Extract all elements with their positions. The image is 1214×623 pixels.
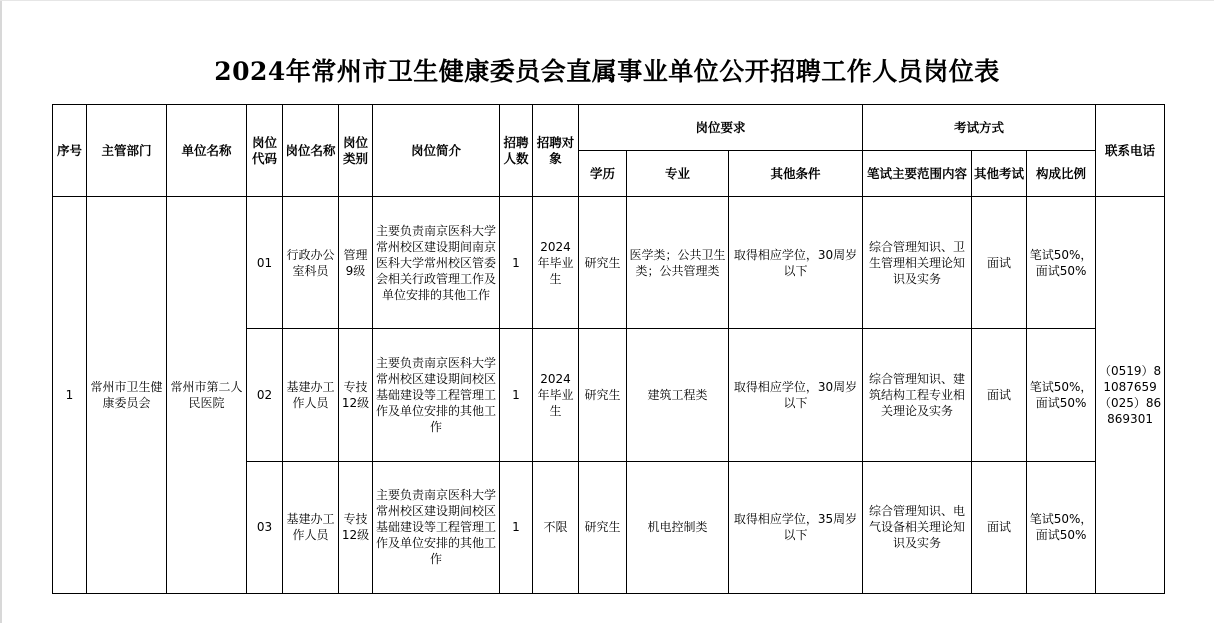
header-row-top	[53, 105, 1165, 151]
cell-code: 01	[247, 197, 283, 329]
cell-major: 机电控制类	[627, 461, 729, 593]
header-unit: 单位名称	[167, 105, 247, 197]
header-dept: 主管部门	[87, 105, 167, 197]
header-major: 专业	[627, 151, 729, 197]
cell-intro: 主要负责南京医科大学常州校区建设期间校区基础建设等工程管理工作及单位安排的其他工作	[373, 329, 500, 461]
cell-target: 不限	[533, 461, 579, 593]
cell-other-exam: 面试	[972, 461, 1027, 593]
cell-intro: 主要负责南京医科大学常州校区建设期间校区基础建设等工程管理工作及单位安排的其他工作	[373, 461, 500, 593]
cell-count: 1	[500, 461, 533, 593]
cell-code: 03	[247, 461, 283, 593]
cell-written: 综合管理知识、建筑结构工程专业相关理论及实务	[863, 329, 972, 461]
job-table	[52, 104, 1165, 594]
cell-count: 1	[500, 329, 533, 461]
header-edu: 学历	[579, 151, 627, 197]
window-edge-top	[0, 0, 1214, 1]
cell-edu: 研究生	[579, 197, 627, 329]
cell-major: 建筑工程类	[627, 329, 729, 461]
phone-number-2: （025）86869301	[1098, 396, 1162, 427]
header-category: 岗位类别	[339, 105, 373, 197]
cell-category: 专技12级	[339, 329, 373, 461]
cell-written: 综合管理知识、卫生管理相关理论知识及实务	[863, 197, 972, 329]
cell-ratio: 笔试50%，面试50%	[1027, 461, 1096, 593]
cell-seq: 1	[53, 197, 87, 594]
phone-number-1: （0519）81087659	[1098, 364, 1162, 395]
header-intro: 岗位简介	[373, 105, 500, 197]
header-seq: 序号	[53, 105, 87, 197]
cell-category: 管理9级	[339, 197, 373, 329]
header-exam: 考试方式	[863, 105, 1096, 151]
header-code: 岗位代码	[247, 105, 283, 197]
cell-other-exam: 面试	[972, 197, 1027, 329]
header-written: 笔试主要范围内容	[863, 151, 972, 197]
cell-post-name: 基建办工作人员	[283, 461, 339, 593]
page-title: 2024年常州市卫生健康委员会直属事业单位公开招聘工作人员岗位表	[214, 57, 1000, 86]
cell-post-name: 基建办工作人员	[283, 329, 339, 461]
cell-intro: 主要负责南京医科大学常州校区建设期间南京医科大学常州校区管委会相关行政管理工作及单位安排的其他工作	[373, 197, 500, 329]
cell-other-exam: 面试	[972, 329, 1027, 461]
cell-target: 2024年毕业生	[533, 197, 579, 329]
cell-dept: 常州市卫生健康委员会	[87, 197, 167, 594]
cell-unit: 常州市第二人民医院	[167, 197, 247, 594]
cell-count: 1	[500, 197, 533, 329]
cell-other: 取得相应学位，30周岁以下	[729, 197, 863, 329]
cell-ratio: 笔试50%，面试50%	[1027, 197, 1096, 329]
header-ratio: 构成比例	[1027, 151, 1096, 197]
header-phone: 联系电话	[1096, 105, 1165, 197]
cell-edu: 研究生	[579, 329, 627, 461]
header-target: 招聘对象	[533, 105, 579, 197]
cell-target: 2024年毕业生	[533, 329, 579, 461]
header-other-exam: 其他考试	[972, 151, 1027, 197]
cell-other: 取得相应学位，35周岁以下	[729, 461, 863, 593]
cell-edu: 研究生	[579, 461, 627, 593]
cell-written: 综合管理知识、电气设备相关理论知识及实务	[863, 461, 972, 593]
header-requirements: 岗位要求	[579, 105, 863, 151]
cell-post-name: 行政办公室科员	[283, 197, 339, 329]
header-count: 招聘人数	[500, 105, 533, 197]
window-edge-left	[0, 0, 2, 623]
cell-ratio: 笔试50%，面试50%	[1027, 329, 1096, 461]
cell-major: 医学类；公共卫生类；公共管理类	[627, 197, 729, 329]
cell-other: 取得相应学位，30周岁以下	[729, 329, 863, 461]
header-other: 其他条件	[729, 151, 863, 197]
header-name: 岗位名称	[283, 105, 339, 197]
cell-code: 02	[247, 329, 283, 461]
cell-phone	[1096, 197, 1165, 594]
table-row	[53, 197, 1165, 329]
cell-category: 专技12级	[339, 461, 373, 593]
